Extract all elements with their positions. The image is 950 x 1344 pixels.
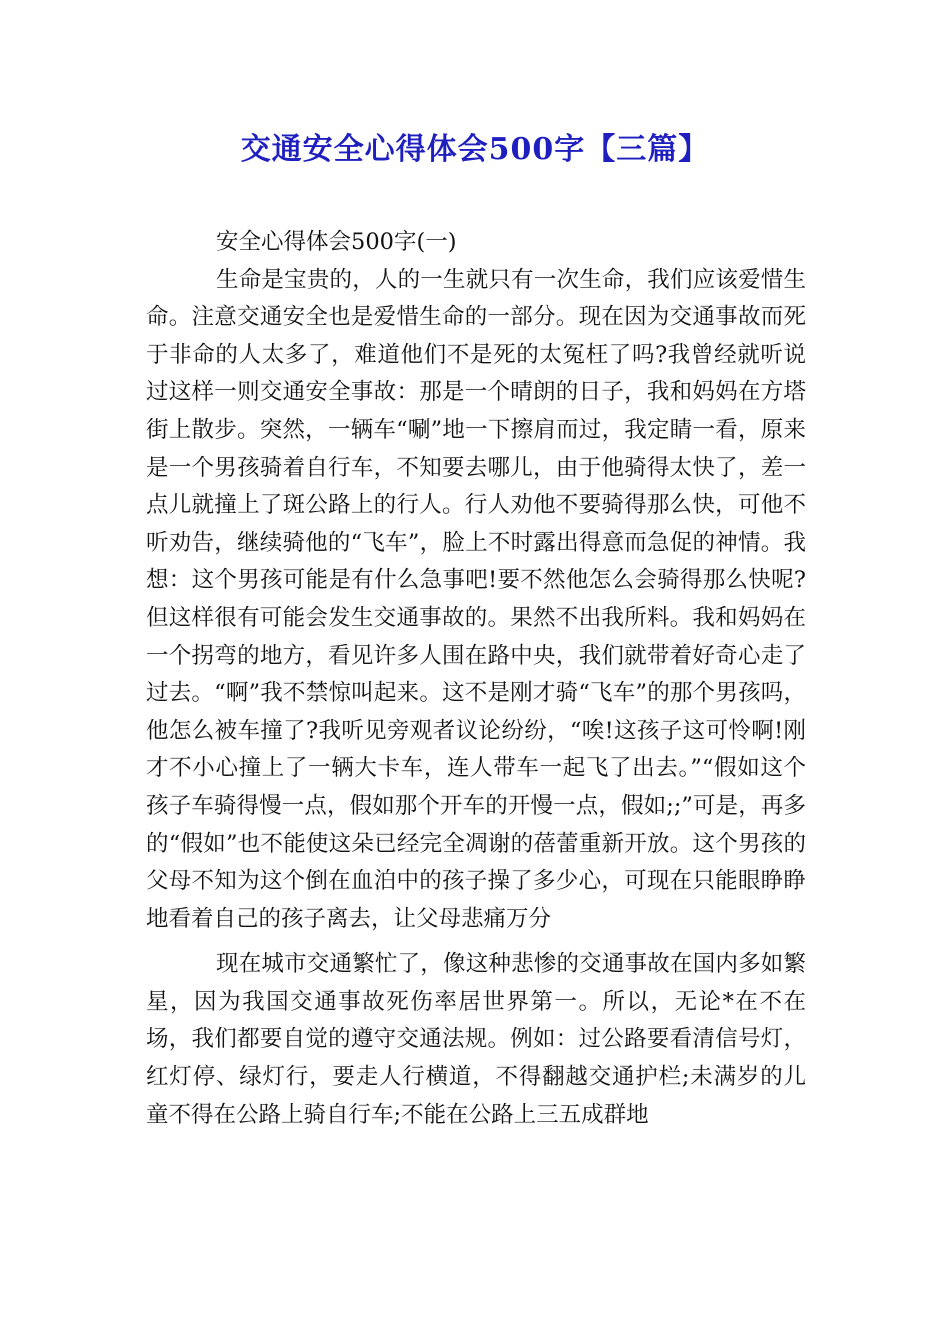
body-paragraph-1: 生命是宝贵的，人的一生就只有一次生命，我们应该爱惜生命。注意交通安全也是爱惜生命的一部分。现在因为交通事故而死于非命的人太多了，难道他们不是死的太冤枉了吗?我曾经就听说过这样一则交通安全事故：那是一个晴朗的日子，我和妈妈在方塔街上散步。突然，一辆车“唰”地一下擦肩而过，我定睛一看，原来是一个男孩骑着自行车，不知要去哪儿，由于他骑得太快了，差一点儿就撞上了斑公路上的行人。行人劝他不要骑得那么快，可他不听劝告，继续骑他的“飞车”，脸上不时露出得意而急促的神情。我想：这个男孩可能是有什么急事吧!要不然他怎么会骑得那么快呢?但这样很有可能会发生交通事故的。果然不出我所料。我和妈妈在一个拐弯的地方，看见许多人围在路中央，我们就带着好奇心走了过去。“啊”我不禁惊叫起来。这不是刚才骑“飞车”的那个男孩吗，他怎么被车撞了?我听见旁观者议论纷纷，“唉!这孩子这可怜啊!刚才不小心撞上了一辆大卡车，连人带车一起飞了出去。”“假如这个孩子车骑得慢一点，假如那个开车的开慢一点，假如;;”可是，再多的“假如”也不能使这朵已经完全凋谢的蓓蕾重新开放。这个男孩的父母不知为这个倒在血泊中的孩子操了多少心，可现在只能眼睁睁地看着自己的孩子离去，让父母悲痛万分 bbox=[146, 266, 806, 932]
document-body bbox=[146, 224, 806, 1134]
body-paragraph-2: 现在城市交通繁忙了，像这种悲惨的交通事故在国内多如繁星，因为我国交通事故死伤率居世界第一。所以，无论*在不在场，我们都要自觉的遵守交通法规。例如：过公路要看清信号灯，红灯停、绿灯行，要走人行横道，不得翻越交通护栏;未满岁的儿童不得在公路上骑自行车;不能在公路上三五成群地 bbox=[146, 951, 806, 1128]
document-title: 交通安全心得体会500字【三篇】 bbox=[240, 132, 710, 167]
section-heading: 安全心得体会500字(一) bbox=[216, 229, 457, 255]
